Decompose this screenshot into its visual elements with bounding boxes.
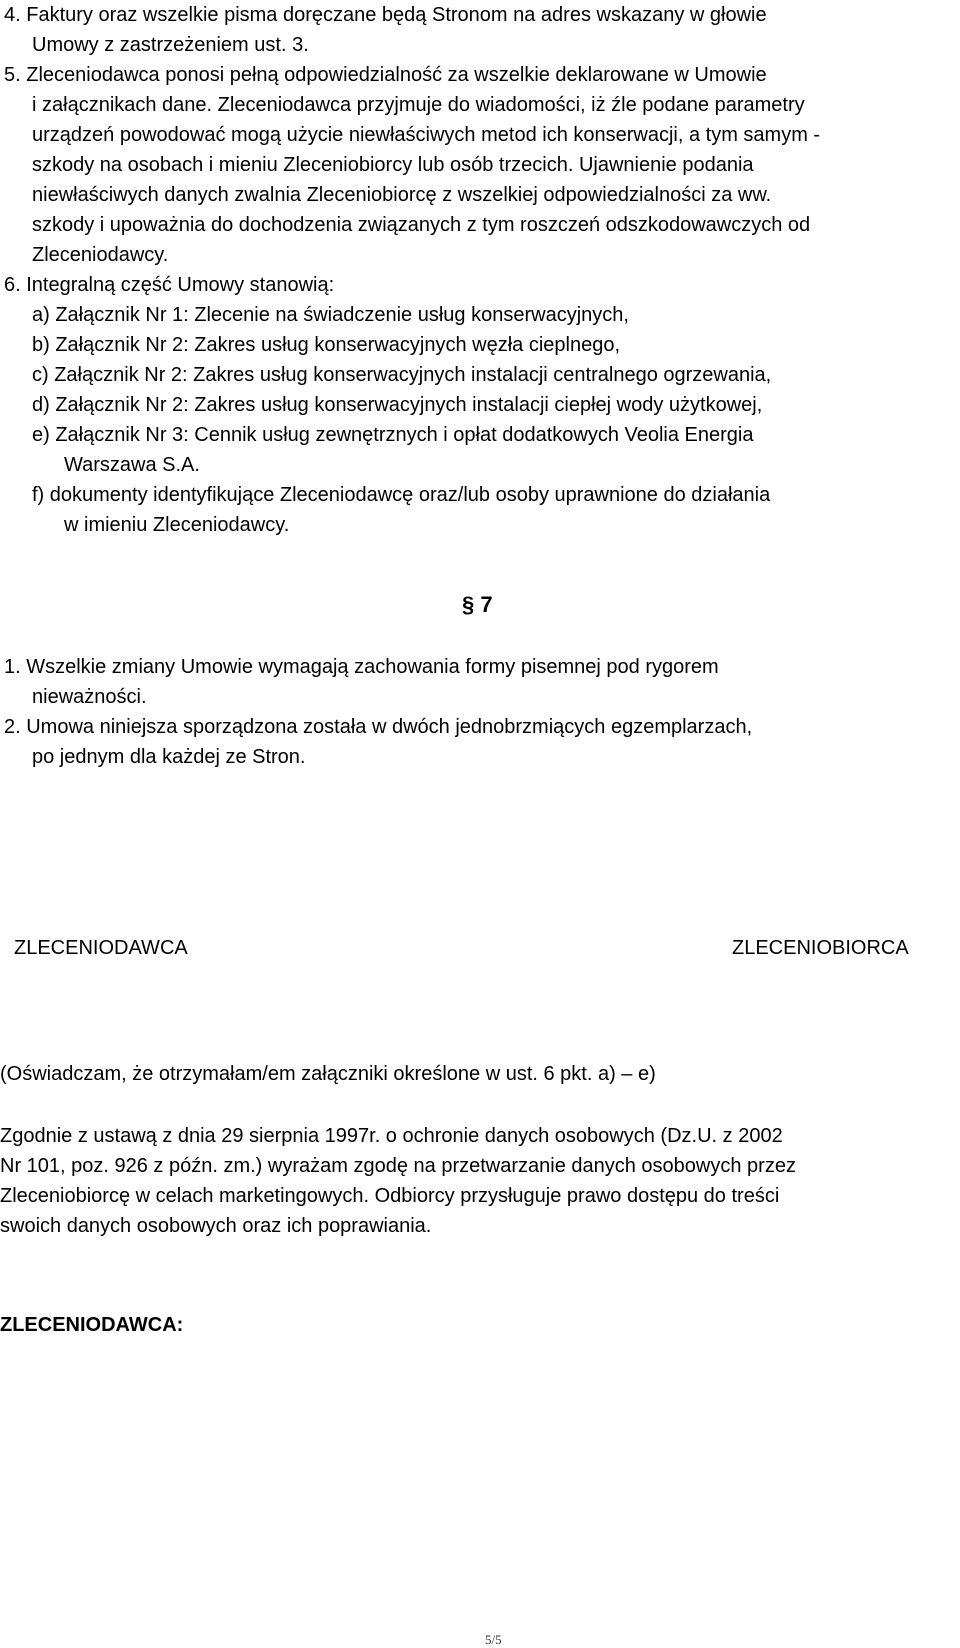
- section-clause-1-line-1: 1. Wszelkie zmiany Umowie wymagają zachowania formy pisemnej pod rygorem: [4, 656, 719, 678]
- paragraph-5-line-7: Zleceniodawcy.: [32, 244, 169, 266]
- paragraph-4-line-2: Umowy z zastrzeżeniem ust. 3.: [32, 34, 309, 56]
- consent-line-1: Zgodnie z ustawą z dnia 29 sierpnia 1997r. o ochronie danych osobowych (Dz.U. z 2002: [0, 1125, 783, 1147]
- section-clause-1-line-2: nieważności.: [32, 686, 147, 708]
- signature-label-right: ZLECENIOBIORCA: [732, 937, 909, 959]
- consent-line-4: swoich danych osobowych oraz ich poprawiania.: [0, 1215, 432, 1237]
- section-clause-2-line-2: po jednym dla każdej ze Stron.: [32, 746, 306, 768]
- paragraph-5-line-6: szkody i upoważnia do dochodzenia związanych z tym roszczeń odszkodowawczych od: [32, 214, 811, 236]
- list-item-a: a) Załącznik Nr 1: Zlecenie na świadczenie usług konserwacyjnych,: [32, 304, 629, 326]
- final-signature-label: ZLECENIODAWCA:: [0, 1314, 184, 1336]
- consent-line-3: Zleceniobiorcę w celach marketingowych. Odbiorcy przysługuje prawo dostępu do treści: [0, 1185, 780, 1207]
- consent-line-2: Nr 101, poz. 926 z późn. zm.) wyrażam zgodę na przetwarzanie danych osobowych przez: [0, 1155, 796, 1177]
- section-heading: § 7: [462, 592, 493, 617]
- signature-label-left: ZLECENIODAWCA: [14, 937, 188, 959]
- paragraph-5-line-3: urządzeń powodować mogą użycie niewłaściwych metod ich konserwacji, a tym samym -: [32, 124, 821, 146]
- section-clause-2-line-1: 2. Umowa niniejsza sporządzona została w dwóch jednobrzmiących egzemplarzach,: [4, 716, 753, 738]
- paragraph-6-line-1: 6. Integralną część Umowy stanowią:: [4, 274, 335, 296]
- list-item-b: b) Załącznik Nr 2: Zakres usług konserwacyjnych węzła cieplnego,: [32, 334, 621, 356]
- list-item-f-line-1: f) dokumenty identyfikujące Zleceniodawcę oraz/lub osoby uprawnione do działania: [32, 484, 771, 506]
- list-item-c: c) Załącznik Nr 2: Zakres usług konserwacyjnych instalacji centralnego ogrzewania,: [32, 364, 772, 386]
- list-item-e-line-1: e) Załącznik Nr 3: Cennik usług zewnętrznych i opłat dodatkowych Veolia Energia: [32, 424, 754, 446]
- page-number: 5/5: [485, 1632, 502, 1647]
- attachment-statement: (Oświadczam, że otrzymałam/em załączniki określone w ust. 6 pkt. a) – e): [0, 1063, 656, 1085]
- paragraph-5-line-1: 5. Zleceniodawca ponosi pełną odpowiedzialność za wszelkie deklarowane w Umowie: [4, 64, 767, 86]
- paragraph-5-line-2: i załącznikach dane. Zleceniodawca przyjmuje do wiadomości, iż źle podane parametry: [32, 94, 805, 116]
- paragraph-5-line-5: niewłaściwych danych zwalnia Zleceniobiorcę z wszelkiej odpowiedzialności za ww.: [32, 184, 772, 206]
- paragraph-5-line-4: szkody na osobach i mieniu Zleceniobiorcy lub osób trzecich. Ujawnienie podania: [32, 154, 754, 176]
- list-item-f-line-2: w imieniu Zleceniodawcy.: [64, 514, 290, 536]
- paragraph-4-line-1: 4. Faktury oraz wszelkie pisma doręczane będą Stronom na adres wskazany w głowie: [4, 4, 767, 26]
- list-item-d: d) Załącznik Nr 2: Zakres usług konserwacyjnych instalacji ciepłej wody użytkowej,: [32, 394, 763, 416]
- list-item-e-line-2: Warszawa S.A.: [64, 454, 200, 476]
